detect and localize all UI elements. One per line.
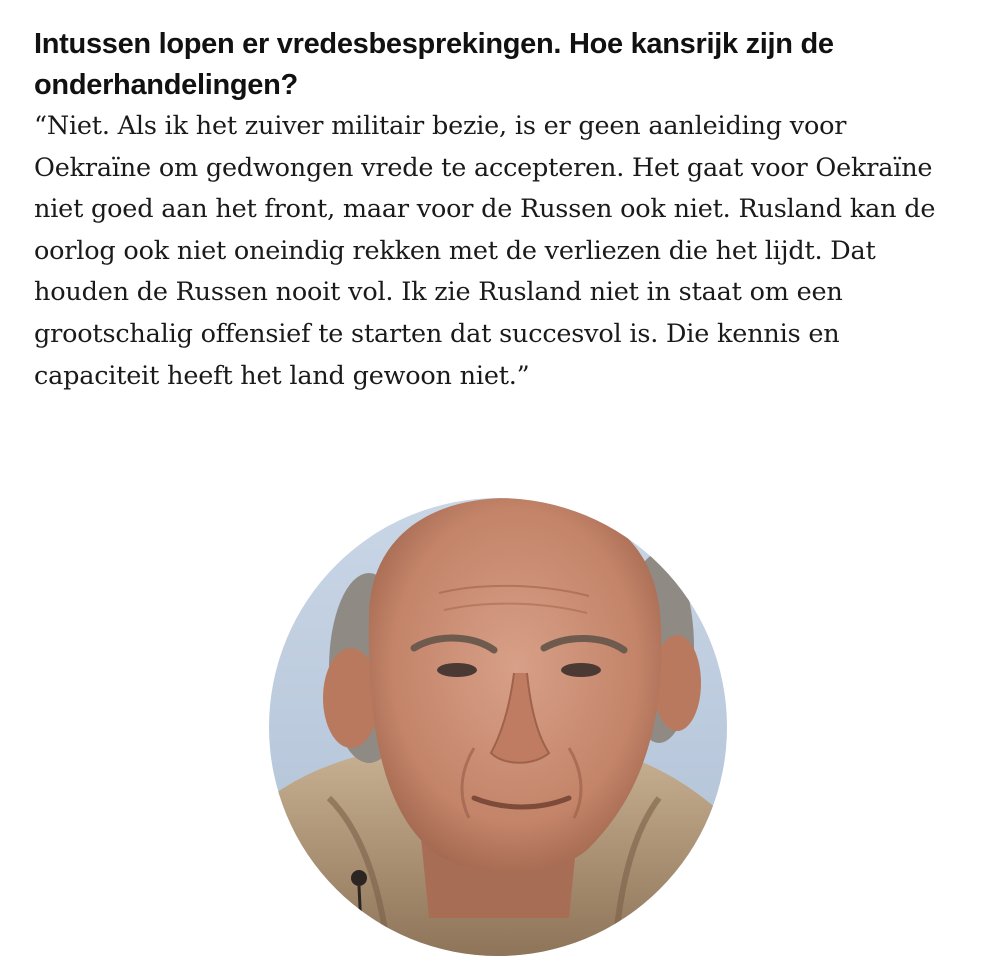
interviewee-portrait [269,498,727,956]
portrait-photo-icon [269,498,727,956]
interview-question: Intussen lopen er vredesbesprekingen. Hoe kansrijk zijn de onderhandelingen? [34,28,834,101]
interview-answer: “Niet. Als ik het zuiver militair bezie, is er geen aanleiding voor Oekraïne om gedwongen vrede te accepteren. Het gaat voor Oekraïne niet goed aan het front, maar voor de Russen ook niet. Rusland kan de oorlog ook niet oneindig rekken met de verliezen die het lijdt. Dat houden de Russen nooit vol. Ik zie Rusland niet in staat om een grootschalig offensief te starten dat succesvol is. Die kennis en capaciteit heeft het land gewoon niet.” [34,111,936,391]
